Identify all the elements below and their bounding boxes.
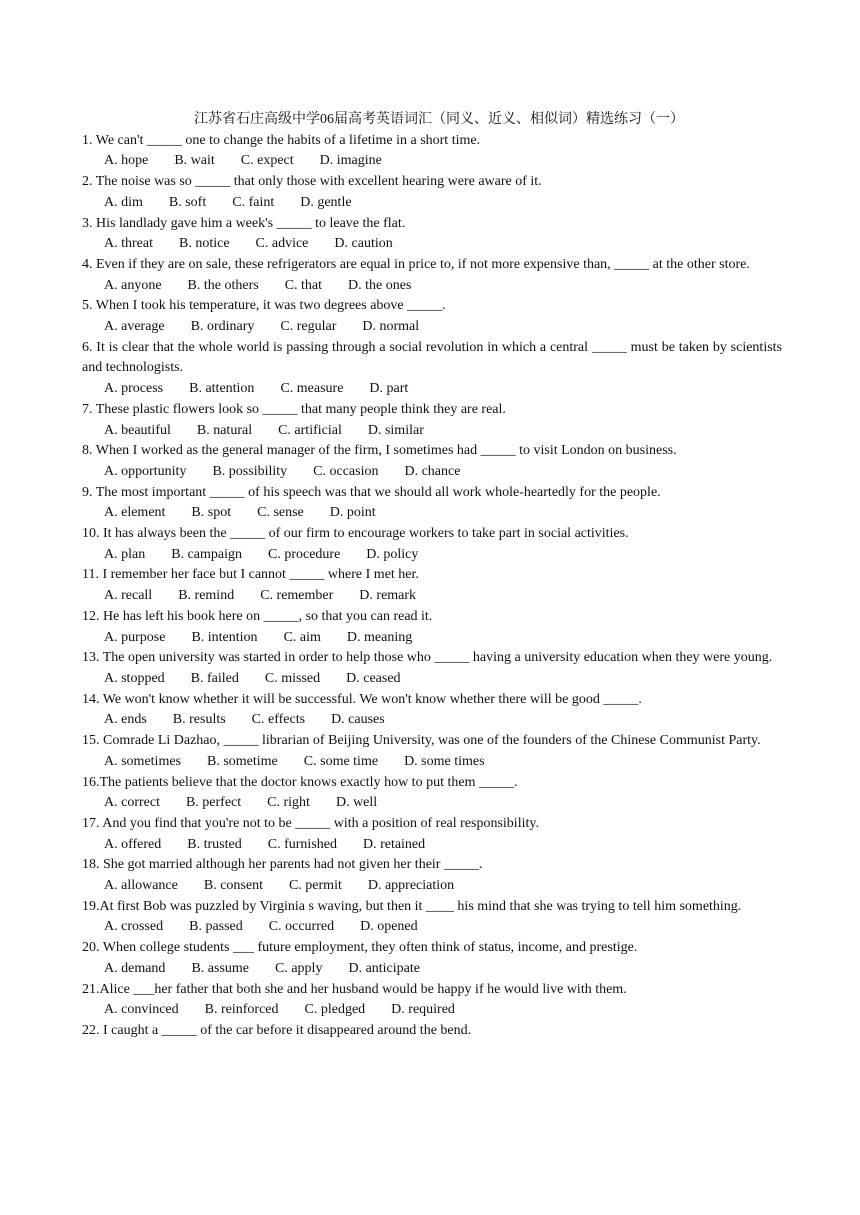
answer-option: D. appreciation	[367, 878, 455, 894]
question-item	[82, 855, 782, 896]
question-list	[82, 131, 782, 1042]
question-item	[82, 607, 782, 648]
question-item	[82, 400, 782, 441]
question-item	[82, 773, 782, 814]
question-text: 1. We can't _____ one to change the habits of a lifetime in a short time.	[82, 132, 481, 148]
answer-option: C. permit	[288, 878, 342, 894]
answer-option: A. beautiful	[104, 422, 171, 438]
answer-option: C. expect	[240, 153, 294, 169]
answer-option: B. results	[172, 712, 226, 728]
question-item	[82, 483, 782, 524]
option-row	[82, 545, 782, 566]
answer-option: A. process	[104, 381, 164, 397]
answer-option: D. meaning	[346, 629, 413, 645]
answer-option: A. opportunity	[104, 463, 187, 479]
question-item	[82, 214, 782, 255]
answer-option: D. policy	[366, 546, 419, 562]
answer-option: A. threat	[104, 236, 153, 252]
question-item	[82, 441, 782, 482]
question-text: 13. The open university was started in order to help those who _____ having a university education when they were young.	[82, 650, 773, 666]
answer-option: B. passed	[189, 919, 243, 935]
option-row	[82, 503, 782, 524]
answer-option: D. chance	[404, 463, 461, 479]
answer-option: A. convinced	[104, 1002, 179, 1018]
option-row	[82, 586, 782, 607]
question-text: 8. When I worked as the general manager of the firm, I sometimes had _____ to visit London on business.	[82, 443, 677, 459]
answer-option: B. reinforced	[204, 1002, 279, 1018]
answer-option: A. correct	[104, 795, 160, 811]
option-row	[82, 752, 782, 773]
answer-option: A. purpose	[104, 629, 166, 645]
answer-option: B. consent	[203, 878, 263, 894]
answer-option: B. possibility	[212, 463, 288, 479]
answer-option: D. opened	[360, 919, 418, 935]
option-row	[82, 234, 782, 255]
question-item	[82, 565, 782, 606]
answer-option: B. campaign	[171, 546, 242, 562]
answer-option: D. the ones	[348, 277, 412, 293]
question-text: 15. Comrade Li Dazhao, _____ librarian of Beijing University, was one of the founders of the Chinese Communist Party.	[82, 733, 761, 749]
answer-option: A. demand	[104, 960, 166, 976]
answer-option: C. occurred	[268, 919, 335, 935]
question-text: 5. When I took his temperature, it was two degrees above _____.	[82, 298, 446, 314]
question-item	[82, 690, 782, 731]
answer-option: A. hope	[104, 153, 149, 169]
answer-option: C. measure	[280, 381, 344, 397]
worksheet-title: 江苏省石庄高级中学06届高考英语词汇（同义、近义、相似词）精选练习（一）	[194, 112, 684, 127]
question-item	[82, 938, 782, 979]
question-text: 16.The patients believe that the doctor knows exactly how to put them _____.	[82, 774, 518, 790]
question-item	[82, 131, 782, 172]
option-row	[82, 959, 782, 980]
answer-option: A. recall	[104, 588, 153, 604]
answer-option: A. allowance	[104, 878, 178, 894]
option-row	[82, 917, 782, 938]
answer-option: C. remember	[260, 588, 334, 604]
option-row	[82, 628, 782, 649]
question-text: 4. Even if they are on sale, these refrigerators are equal in price to, if not more expensive than, _____ at the other store.	[82, 256, 750, 272]
question-item	[82, 731, 782, 772]
answer-option: C. regular	[280, 319, 337, 335]
question-text: 3. His landlady gave him a week's _____ to leave the flat.	[82, 215, 406, 231]
answer-option: B. failed	[190, 670, 239, 686]
answer-option: B. the others	[187, 277, 259, 293]
option-row	[82, 793, 782, 814]
answer-option: C. that	[284, 277, 323, 293]
answer-option: C. advice	[255, 236, 309, 252]
question-text: 11. I remember her face but I cannot _____ where I met her.	[82, 567, 419, 583]
answer-option: A. anyone	[104, 277, 162, 293]
question-text: 21.Alice ___her father that both she and her husband would be happy if he would live with them.	[82, 981, 627, 997]
answer-option: B. spot	[191, 505, 232, 521]
question-text: 10. It has always been the _____ of our firm to encourage workers to take part in social activities.	[82, 526, 629, 542]
answer-option: D. similar	[367, 422, 424, 438]
option-row	[82, 462, 782, 483]
answer-option: B. sometime	[207, 753, 278, 769]
answer-option: A. average	[104, 319, 165, 335]
answer-option: C. apply	[275, 960, 323, 976]
option-row	[82, 151, 782, 172]
question-item	[82, 338, 782, 400]
answer-option: B. assume	[191, 960, 249, 976]
answer-option: D. some times	[404, 753, 485, 769]
answer-option: A. stopped	[104, 670, 165, 686]
answer-option: B. wait	[174, 153, 215, 169]
answer-option: A. offered	[104, 836, 162, 852]
answer-option: C. artificial	[278, 422, 342, 438]
answer-option: D. anticipate	[348, 960, 420, 976]
question-item	[82, 296, 782, 337]
question-text: 12. He has left his book here on _____, so that you can read it.	[82, 608, 433, 624]
answer-option: B. remind	[178, 588, 235, 604]
answer-option: A. sometimes	[104, 753, 181, 769]
question-item	[82, 255, 782, 296]
answer-option: C. missed	[264, 670, 321, 686]
option-row	[82, 876, 782, 897]
answer-option: A. dim	[104, 194, 143, 210]
answer-option: D. retained	[362, 836, 426, 852]
answer-option: D. imagine	[319, 153, 382, 169]
option-row	[82, 317, 782, 338]
answer-option: A. element	[104, 505, 166, 521]
answer-option: D. part	[369, 381, 409, 397]
question-text: 17. And you find that you're not to be _____ with a position of real responsibility.	[82, 815, 539, 831]
answer-option: C. right	[267, 795, 310, 811]
question-item	[82, 172, 782, 213]
answer-option: D. causes	[331, 712, 385, 728]
answer-option: D. caution	[334, 236, 393, 252]
answer-option: B. soft	[168, 194, 207, 210]
question-text: 2. The noise was so _____ that only those with excellent hearing were aware of it.	[82, 174, 542, 190]
question-text: 7. These plastic flowers look so _____ that many people think they are real.	[82, 401, 506, 417]
answer-option: C. effects	[251, 712, 306, 728]
worksheet-page	[82, 110, 782, 1042]
question-text: 14. We won't know whether it will be successful. We won't know whether there will be good _____.	[82, 691, 642, 707]
answer-option: D. required	[391, 1002, 455, 1018]
answer-option: B. trusted	[187, 836, 242, 852]
option-row	[82, 276, 782, 297]
answer-option: C. some time	[303, 753, 379, 769]
question-text: 20. When college students ___ future employment, they often think of status, income, and prestige.	[82, 940, 638, 956]
answer-option: A. plan	[104, 546, 146, 562]
question-item	[82, 524, 782, 565]
answer-option: A. ends	[104, 712, 147, 728]
answer-option: B. notice	[178, 236, 230, 252]
question-text: 18. She got married although her parents had not given her their _____.	[82, 857, 483, 873]
option-row	[82, 710, 782, 731]
option-row	[82, 835, 782, 856]
option-row	[82, 379, 782, 400]
answer-option: D. point	[329, 505, 376, 521]
answer-option: C. aim	[283, 629, 321, 645]
answer-option: B. natural	[196, 422, 253, 438]
question-text: 6. It is clear that the whole world is passing through a social revolution in which a central _____ must be taken by scientists and technologists.	[82, 339, 782, 376]
answer-option: B. attention	[189, 381, 255, 397]
question-text: 9. The most important _____ of his speech was that we should all work whole-heartedly for the people.	[82, 484, 661, 500]
question-item	[82, 897, 782, 938]
answer-option: D. well	[335, 795, 378, 811]
answer-option: C. procedure	[267, 546, 341, 562]
answer-option: C. occasion	[313, 463, 379, 479]
answer-option: D. gentle	[300, 194, 352, 210]
answer-option: D. remark	[359, 588, 417, 604]
question-item	[82, 980, 782, 1021]
answer-option: C. faint	[232, 194, 275, 210]
question-text: 19.At first Bob was puzzled by Virginia s waving, but then it ____ his mind that she was trying to tell him something.	[82, 898, 742, 914]
answer-option: D. normal	[362, 319, 420, 335]
answer-option: C. pledged	[304, 1002, 366, 1018]
answer-option: D. ceased	[346, 670, 401, 686]
option-row	[82, 1000, 782, 1021]
answer-option: B. ordinary	[190, 319, 255, 335]
question-item	[82, 1021, 782, 1042]
option-row	[82, 669, 782, 690]
answer-option: A. crossed	[104, 919, 164, 935]
answer-option: B. intention	[191, 629, 258, 645]
question-item	[82, 814, 782, 855]
answer-option: B. perfect	[185, 795, 242, 811]
answer-option: C. sense	[257, 505, 304, 521]
answer-option: C. furnished	[267, 836, 337, 852]
question-text: 22. I caught a _____ of the car before it disappeared around the bend.	[82, 1022, 472, 1038]
question-item	[82, 648, 782, 689]
option-row	[82, 421, 782, 442]
option-row	[82, 193, 782, 214]
